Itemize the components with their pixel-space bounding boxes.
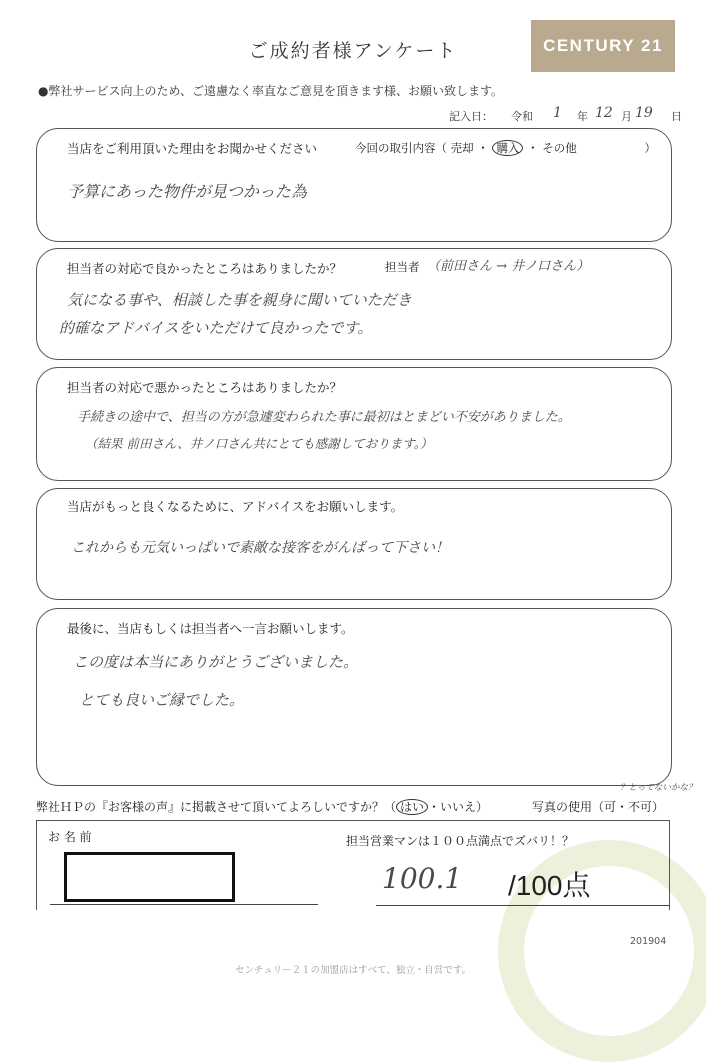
score-question: 担当営業マンは１００点満点でズバリ！？ [346,834,575,848]
q4-question: 当店がもっと良くなるために、アドバイスをお願いします。 [67,499,404,514]
score-underline [376,905,670,906]
q5-question: 最後に、当店もしくは担当者へ一言お願いします。 [67,621,354,636]
transaction-close: ） [644,141,656,155]
transaction-type [355,140,656,156]
staff-value: （前田さん → 井ノ口さん） [427,259,590,274]
name-label: お 名 前 [48,830,92,844]
bottom-divider [36,820,670,821]
date-month-unit: 月 [621,110,632,123]
q3-question: 担当者の対応で悪かったところはありましたか？ [67,380,343,395]
transaction-selected: 購入 [492,140,523,156]
form-code: 201904 [630,936,667,947]
photo-note: ？とってないかな？ [620,783,697,793]
q5-answer-line1: この度は本当にありがとうございました。 [73,653,359,671]
q3-answer-line2: （結果 前田さん、井ノ口さん共にとても感謝しております。） [85,436,433,451]
consent-no: ・いいえ） [428,800,489,814]
q2-answer-line1: 気になる事や、相談した事を親身に聞いていただき [67,291,412,309]
intro-text: ●弊社サービス向上のため、ご遠慮なく率直なご意見を頂きます様、お願い致します。 [38,84,504,98]
name-underline [50,904,318,905]
q4-answer: これからも元気いっぱいで素敵な接客をがんばって下さい！ [71,540,449,556]
staff-label: 担当者 [385,260,420,274]
q3-box [36,367,672,481]
date-era: 令和 [511,110,533,123]
q1-question: 当店をご利用頂いた理由をお聞かせください [67,141,318,156]
century21-logo: CENTURY 21 [531,20,675,72]
score-max: /100点 [508,870,591,901]
date-month: 12 [595,105,613,121]
date-day-unit: 日 [671,110,682,123]
bottom-left-edge [36,820,37,910]
bottom-right-edge [669,820,670,910]
footer-note: センチュリー２１の加盟店はすべて、独立・自営です。 [234,965,472,976]
photo-use: 写真の使用（可・不可） [532,800,665,814]
date-day: 19 [635,105,653,121]
consent-question [36,798,488,815]
consent-text: 弊社ＨＰの『お客様の声』に掲載させて頂いてよろしいですか？（ [36,800,397,814]
q1-answer: 予算にあった物件が見つかった為 [67,182,307,201]
q1-box [36,128,672,242]
date-row [449,105,689,126]
q2-box [36,248,672,360]
date-year-unit: 年 [577,110,588,123]
q2-answer-line2: 的確なアドバイスをいただけて良かったです。 [59,319,373,337]
redacted-name [64,852,235,902]
score-value: 100.1 [382,862,463,895]
date-label: 記入日： [449,110,493,123]
q2-question: 担当者の対応で良かったところはありましたか？ [67,261,343,276]
form-title: ご成約者様アンケート [248,40,458,62]
transaction-label: 今回の取引内容（ 売却 ・ [355,141,489,155]
q3-answer-line1: 手続きの途中で、担当の方が急遽変わられた事に最初はとまどい不安がありました。 [77,410,571,425]
q5-box [36,608,672,786]
consent-yes: はい [396,799,428,815]
q5-answer-line2: とても良いご縁でした。 [79,691,245,709]
date-year: 1 [553,105,562,121]
transaction-rest: ・ その他 [527,141,577,155]
q4-box [36,488,672,600]
